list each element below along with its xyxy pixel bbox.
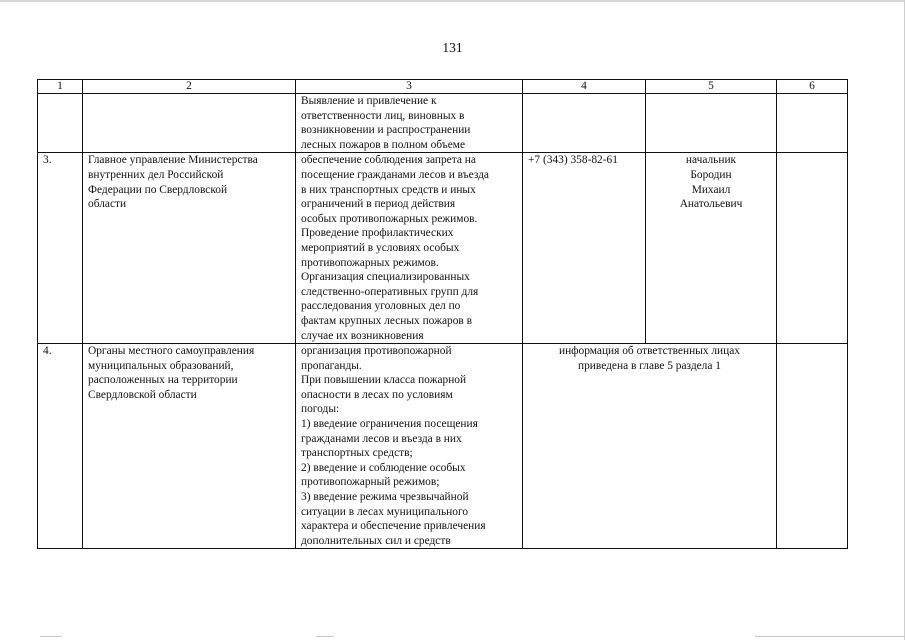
measures-cell	[296, 153, 523, 344]
person-line: начальник	[685, 154, 737, 167]
column-header: 6	[777, 80, 848, 94]
column-header: 3	[296, 80, 523, 94]
measures-line: транспортных средств;	[301, 447, 413, 460]
organization-line: области	[88, 198, 127, 211]
measures-line: случае их возникновения	[301, 329, 424, 342]
measures-line: Выявление и привлечение к	[301, 95, 437, 107]
organization-line: Федерации по Свердловской	[88, 183, 228, 196]
measures-line: 1) введение ограничения посещения	[301, 418, 478, 431]
measures-line: посещение гражданами лесов и въезда	[301, 168, 489, 181]
contact-line: приведена в главе 5 раздела 1	[578, 359, 721, 372]
scan-artifact	[755, 636, 905, 637]
phone-cell: +7 (343) 358-82-61	[523, 153, 646, 344]
measures-line: ситуации в лесах муниципального	[301, 505, 469, 518]
organization-line: внутренних дел Российской	[88, 168, 224, 181]
measures-line: пропаганды.	[301, 359, 362, 372]
measures-line: 2) введение и соблюдение особых	[301, 461, 466, 474]
measures-line: опасности в лесах по условиям	[301, 388, 453, 401]
scan-artifact	[316, 636, 334, 637]
organization-line: Органы местного самоуправления	[88, 345, 255, 358]
fire-responsibility-table	[37, 79, 848, 549]
measures-line: Организация специализированных	[301, 271, 470, 284]
row-number: 3.	[38, 153, 83, 344]
column-header: 1	[38, 80, 83, 94]
row-number	[38, 94, 83, 153]
measures-line: мероприятий в условиях особых	[301, 241, 460, 254]
row-number: 4.	[38, 344, 83, 549]
measures-cell	[296, 344, 523, 549]
extra-cell	[777, 344, 848, 549]
organization-cell	[83, 344, 296, 549]
measures-line: расследования уголовных дел по	[301, 300, 461, 313]
measures-line: в них транспортных средств и иных	[301, 183, 476, 196]
measures-line: обеспечение соблюдения запрета на	[301, 154, 476, 167]
measures-line: характера и обеспечение привлечения	[301, 520, 486, 533]
contact-merged-cell	[523, 344, 777, 549]
table-row	[38, 153, 848, 344]
person-cell	[646, 153, 777, 344]
measures-line: фактам крупных лесных пожаров в	[301, 314, 473, 327]
organization-line: Свердловской области	[88, 388, 197, 401]
measures-line: погоды:	[301, 403, 340, 416]
table-row	[38, 94, 848, 153]
measures-line: противопожарных режимов.	[301, 256, 439, 269]
measures-line: 3) введение режима чрезвычайной	[301, 491, 469, 504]
column-header: 5	[646, 80, 777, 94]
organization-line: муниципальных образований,	[88, 359, 234, 372]
contact-line: информация об ответственных лицах	[558, 345, 740, 358]
measures-line: организация противопожарной	[301, 345, 452, 358]
person-line: Анатольевич	[679, 198, 743, 211]
measures-line: гражданами лесов и въезда в них	[301, 432, 462, 445]
measures-line: особых противопожарных режимов.	[301, 212, 478, 225]
measures-line: дополнительных сил и средств	[301, 534, 451, 547]
person-cell	[646, 94, 777, 153]
column-header: 2	[83, 80, 296, 94]
person-line: Бородин	[690, 168, 732, 181]
measures-line: возникновении и распространении	[301, 124, 471, 137]
measures-line: ограничений в период действия	[301, 198, 456, 211]
person-line: Михаил	[691, 183, 731, 196]
table-header-row	[38, 80, 848, 94]
measures-line: При повышении класса пожарной	[301, 374, 467, 387]
organization-line: Главное управление Министерства	[88, 154, 258, 167]
measures-cell	[296, 94, 523, 153]
column-header: 4	[523, 80, 646, 94]
scan-artifact	[40, 636, 62, 637]
measures-line: Проведение профилактических	[301, 227, 454, 240]
measures-line: ответственности лиц, виновных в	[301, 109, 465, 122]
extra-cell	[777, 153, 848, 344]
extra-cell	[777, 94, 848, 153]
table-row	[38, 344, 848, 549]
organization-line: расположенных на территории	[88, 374, 238, 387]
page-number: 131	[442, 40, 463, 55]
organization-cell	[83, 94, 296, 153]
phone-cell	[523, 94, 646, 153]
measures-line: противопожарный режимов;	[301, 476, 440, 489]
scan-edge-top	[0, 0, 905, 2]
measures-line: лесных пожаров в полном объеме	[301, 138, 466, 151]
measures-line: следственно-оперативных групп для	[301, 285, 479, 298]
organization-cell	[83, 153, 296, 344]
